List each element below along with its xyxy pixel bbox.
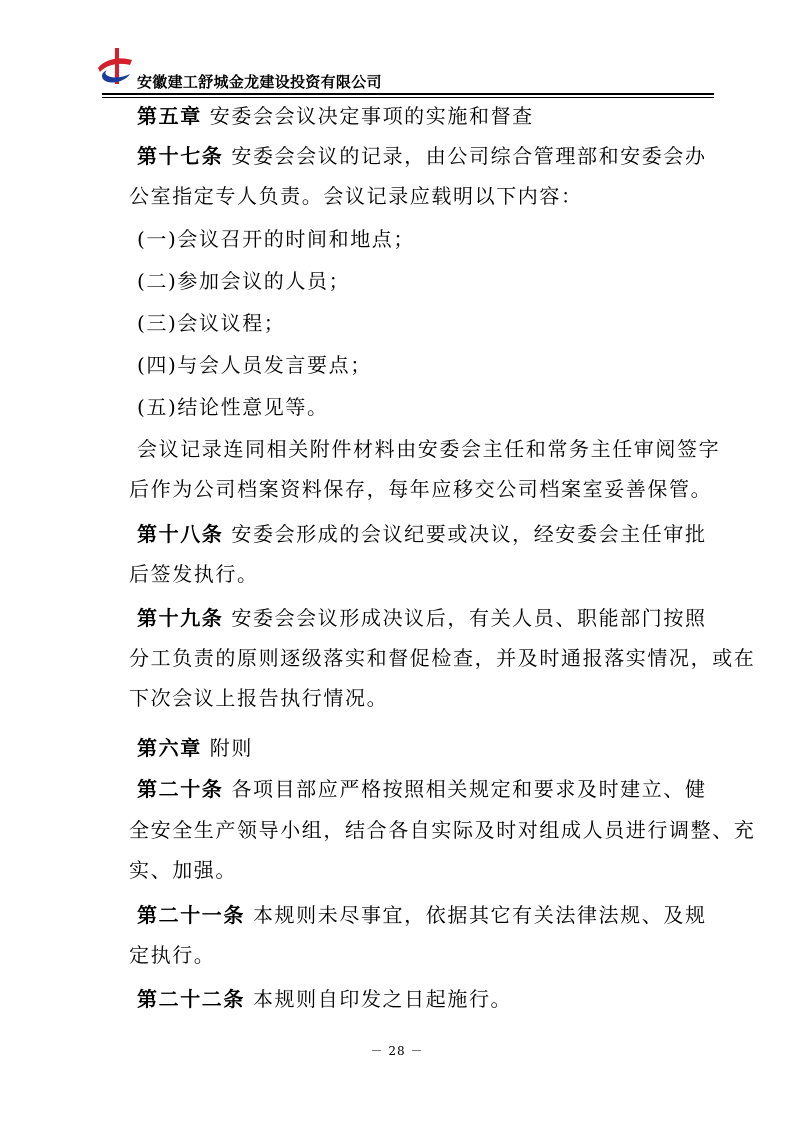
chapter-6-heading: 第六章 附则 <box>137 736 253 760</box>
list-item-4: (四)与会人员发言要点； <box>137 353 372 377</box>
article-18-cont: 后签发执行。 <box>129 562 259 586</box>
article-18: 第十八条 安委会形成的会议纪要或决议，经安委会主任审批 <box>137 522 707 546</box>
records-paragraph-cont: 后作为公司档案资料保存，每年应移交公司档案室妥善保管。 <box>129 477 713 501</box>
article-17-cont: 公室指定专人负责。会议记录应载明以下内容： <box>129 184 583 208</box>
article-19-cont-1: 分工负责的原则逐级落实和督促检查，并及时通报落实情况，或在 <box>129 646 756 670</box>
article-20: 第二十条 各项目部应严格按照相关规定和要求及时建立、健 <box>137 777 707 801</box>
page-number: － 28 － <box>370 1044 424 1058</box>
list-item-3: (三)会议议程； <box>137 311 286 335</box>
article-20-cont-1: 全安全生产领导小组，结合各自实际及时对组成人员进行调整、充 <box>129 818 756 842</box>
header-rule-thin <box>102 97 714 98</box>
article-20-cont-2: 实、加强。 <box>129 858 237 882</box>
article-17: 第十七条 安委会会议的记录，由公司综合管理部和安委会办 <box>137 144 707 168</box>
article-21-cont: 定执行。 <box>129 943 216 967</box>
list-item-2: (二)参加会议的人员； <box>137 269 351 293</box>
header-rule-thick <box>102 93 714 95</box>
article-19: 第十九条 安委会会议形成决议后，有关人员、职能部门按照 <box>137 606 707 630</box>
records-paragraph: 会议记录连同相关附件材料由安委会主任和常务主任审阅签字 <box>137 437 721 461</box>
list-item-5: (五)结论性意见等。 <box>137 395 329 419</box>
company-logo-icon <box>96 46 134 86</box>
page-header <box>96 46 714 94</box>
chapter-5-heading: 第五章 安委会会议决定事项的实施和督查 <box>137 104 534 128</box>
company-name: 安徽建工舒城金龙建设投资有限公司 <box>137 73 382 91</box>
list-item-1: (一)会议召开的时间和地点； <box>137 227 416 251</box>
article-22: 第二十二条 本规则自印发之日起施行。 <box>137 987 513 1011</box>
article-21: 第二十一条 本规则未尽事宜，依据其它有关法律法规、及规 <box>137 903 707 927</box>
article-19-cont-2: 下次会议上报告执行情况。 <box>129 686 389 710</box>
